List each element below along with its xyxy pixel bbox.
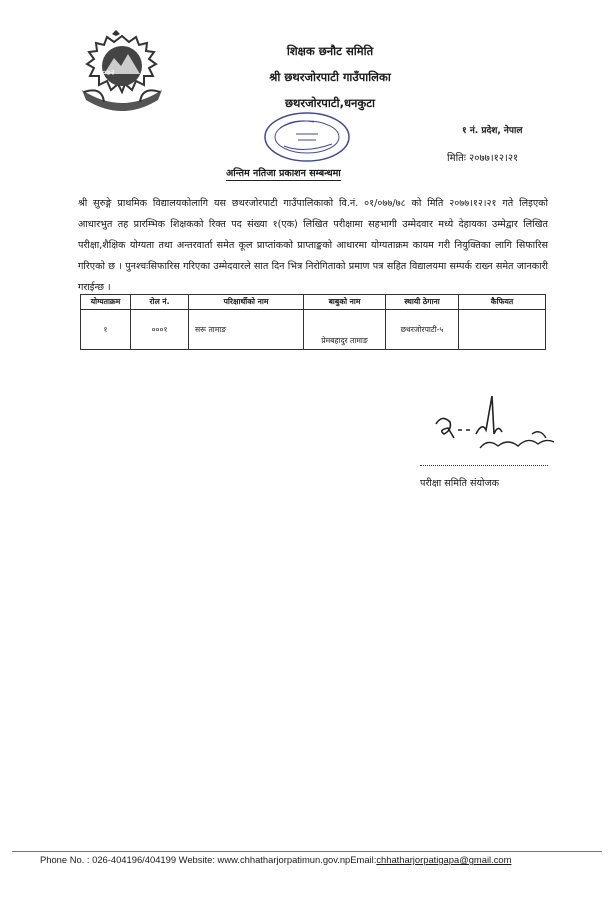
province-label: १ नं. प्रदेश, नेपाल xyxy=(462,126,523,136)
cell-roll: ०००१ xyxy=(131,310,189,350)
cell-remarks xyxy=(459,310,546,350)
table-header-row xyxy=(81,295,546,310)
contact-footer xyxy=(40,854,605,865)
committee-title: शिक्षक छनौट समिति xyxy=(286,44,374,58)
column-header-remarks: कैफियत xyxy=(459,295,546,310)
table-row xyxy=(81,310,546,350)
cell-name: सरू तामाङ xyxy=(189,310,304,350)
email-link[interactable]: chhatharjorpatigapa@gmail.com xyxy=(376,854,512,865)
contact-details: Phone No. : 026-404196/404199 Website: www.chhatharjorpatimun.gov.npEmail: xyxy=(40,854,377,865)
column-header-roll: रोल नं. xyxy=(131,295,189,310)
emblem-number: २०७२ xyxy=(98,68,115,77)
column-header-name: परिक्षार्थीको नाम xyxy=(189,295,304,310)
cell-rank: १ xyxy=(81,310,131,350)
cell-father: प्रेमबहादुर तामाङ xyxy=(304,310,386,350)
municipality-name: श्री छथरजोरपाटी गाउँपालिका xyxy=(269,70,391,84)
footer-divider xyxy=(12,851,602,852)
municipality-address: छथरजोरपाटी,धनकुटा xyxy=(284,96,376,110)
handwritten-signature xyxy=(428,394,568,458)
notice-body: श्री सुरुङ्गे प्राथमिक विद्यालयकोलागि यस छथरजोरपाटी गाउँपालिकाको वि.नं. ०१/०७७/७८ को मिति २०७७।१२।२१ गते लिइएको आधारभुत तह प्रारम्भिक शिक्षकको रिक्त पद संख्या १(एक) लिखित परीक्षामा सहभागी उम्मेदवार मध्ये देहायका उम्मेद्वार लिखित परीक्षा,शैक्षिक योग्यता तथा अन्तरवार्ता समेत कूल प्राप्तांकको प्राप्ताङ्कको आधारमा योग्यताक्रम कायम गरी नियुक्तिका लागि सिफारिस गरिएको छ । पुनश्चःसिफारिस गरिएका उम्मेदवारले सात दिन भित्र निरोगिताको प्रमाण पत्र सहित विद्यालयमा सम्पर्क राख्न समेत जानकारी गराईन्छ । xyxy=(78,198,548,293)
result-table xyxy=(80,294,546,350)
subject-line: अन्तिम नतिजा प्रकाशन सम्बन्धमा xyxy=(226,168,341,179)
column-header-father: बाबुको नाम xyxy=(304,295,386,310)
nepal-emblem xyxy=(72,30,172,118)
column-header-address: स्थायी ठेगाना xyxy=(386,295,459,310)
office-stamp xyxy=(254,108,360,166)
cell-address: छथरजोरपाटी-५ xyxy=(386,310,459,350)
column-header-rank: योग्यताक्रम xyxy=(81,295,131,310)
signature-line xyxy=(420,465,548,466)
issue-date: मितिः २०७७।१२।२१ xyxy=(447,153,519,164)
signatory-title: परीक्षा समिति संयोजक xyxy=(420,478,500,489)
